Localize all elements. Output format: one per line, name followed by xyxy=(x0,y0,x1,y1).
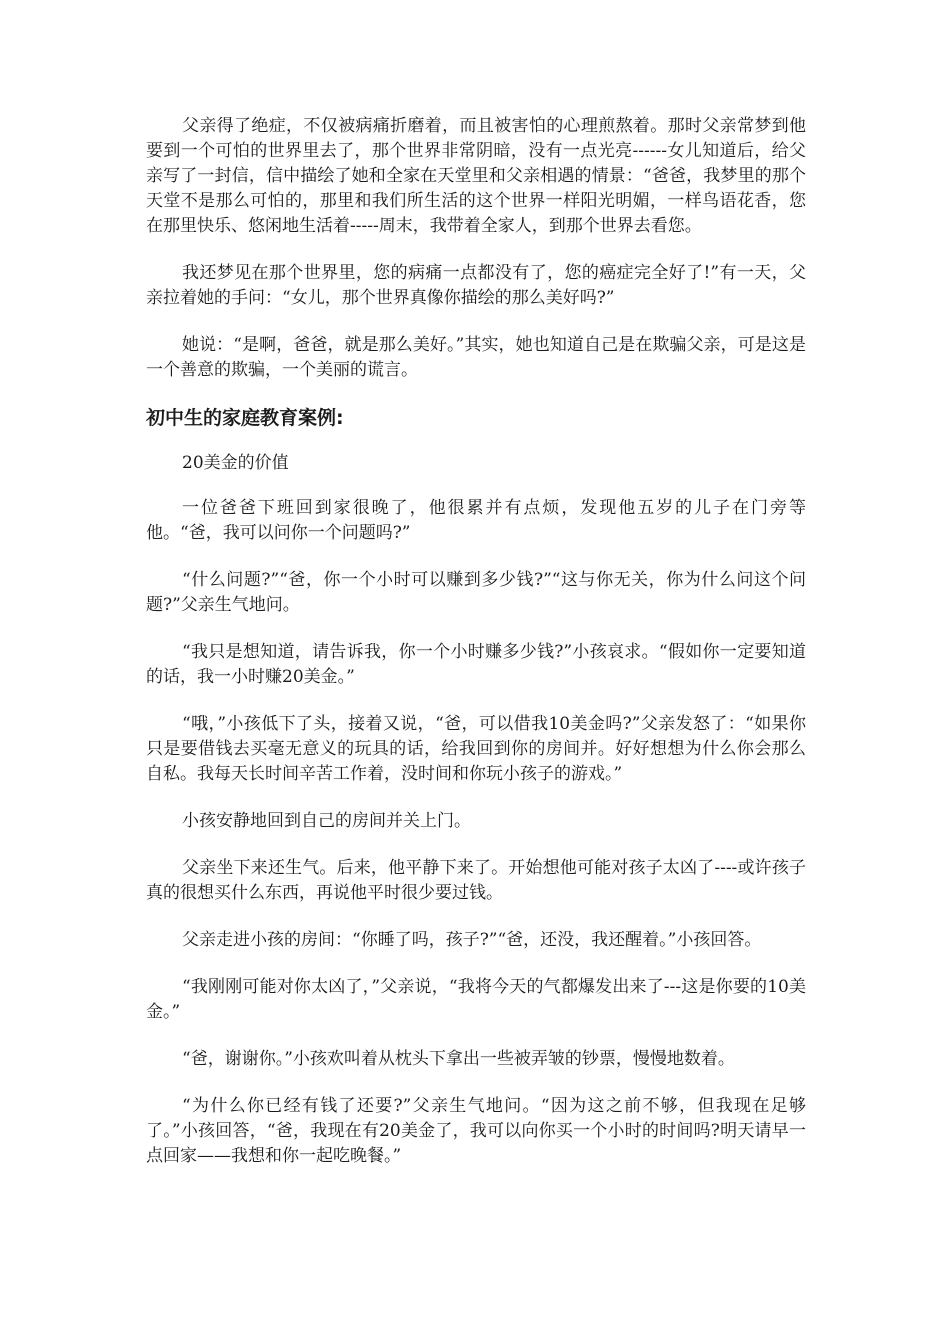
intro-paragraph-3: 她说：“是啊，爸爸，就是那么美好。”其实，她也知道自己是在欺骗父亲，可是这是一个善意的欺骗，一个美丽的谎言。 xyxy=(146,335,806,380)
intro-paragraph-2: 我还梦见在那个世界里，您的病痛一点都没有了，您的癌症完全好了!”有一天，父亲拉着她的手问：“女儿，那个世界真像你描绘的那么美好吗?” xyxy=(146,263,806,308)
story-paragraph-5: 小孩安静地回到自己的房间并关上门。 xyxy=(182,811,471,831)
story-paragraph-2: “什么问题?”“爸，你一个小时可以赚到多少钱?”“这与你无关，你为什么问这个问题?”父亲生气地问。 xyxy=(146,570,806,615)
story-paragraph-10: “为什么你已经有钱了还要?”父亲生气地问。“因为这之前不够，但我现在足够了。”小孩回答，“爸，我现在有20美金了，我可以向你买一个小时的时间吗?明天请早一点回家——我想和你一起吃晚餐。” xyxy=(146,1096,806,1166)
story-title: 20美金的价值 xyxy=(182,453,289,473)
document-page xyxy=(146,114,806,1191)
section-heading: 初中生的家庭教育案例: xyxy=(146,407,344,429)
story-paragraph-4: “哦，”小孩低下了头，接着又说，“爸，可以借我10美金吗?”父亲发怒了：“如果你只是要借钱去买毫无意义的玩具的话，给我回到你的房间并。好好想想为什么你会那么自私。我每天长时间辛苦工作着，没时间和你玩小孩子的游戏。” xyxy=(146,714,806,784)
intro-paragraph-1: 父亲得了绝症，不仅被病痛折磨着，而且被害怕的心理煎熬着。那时父亲常梦到他要到一个可怕的世界里去了，那个世界非常阴暗，没有一点光亮------女儿知道后，给父亲写了一封信，信中描绘了她和全家在天堂里和父亲相遇的情景：“爸爸，我梦里的那个天堂不是那么可怕的，那里和我们所生活的这个世界一样阳光明媚，一样鸟语花香，您在那里快乐、悠闲地生活着-----周末，我带着全家人，到那个世界去看您。 xyxy=(146,116,806,236)
story-paragraph-8: “我刚刚可能对你太凶了，”父亲说，“我将今天的气都爆发出来了---这是你要的10美金。” xyxy=(146,977,806,1022)
story-paragraph-1: 一位爸爸下班回到家很晚了，他很累并有点烦，发现他五岁的儿子在门旁等他。“爸，我可以问你一个问题吗?” xyxy=(146,498,806,543)
story-paragraph-3: “我只是想知道，请告诉我，你一个小时赚多少钱?”小孩哀求。“假如你一定要知道的话，我一小时赚20美金。” xyxy=(146,642,806,687)
story-paragraph-6: 父亲坐下来还生气。后来，他平静下来了。开始想他可能对孩子太凶了----或许孩子真的很想买什么东西，再说他平时很少要过钱。 xyxy=(146,858,806,903)
story-paragraph-9: “爸，谢谢你。”小孩欢叫着从枕头下拿出一些被弄皱的钞票，慢慢地数着。 xyxy=(182,1049,735,1069)
story-paragraph-7: 父亲走进小孩的房间：“你睡了吗，孩子?”“爸，还没，我还醒着。”小孩回答。 xyxy=(182,930,762,950)
